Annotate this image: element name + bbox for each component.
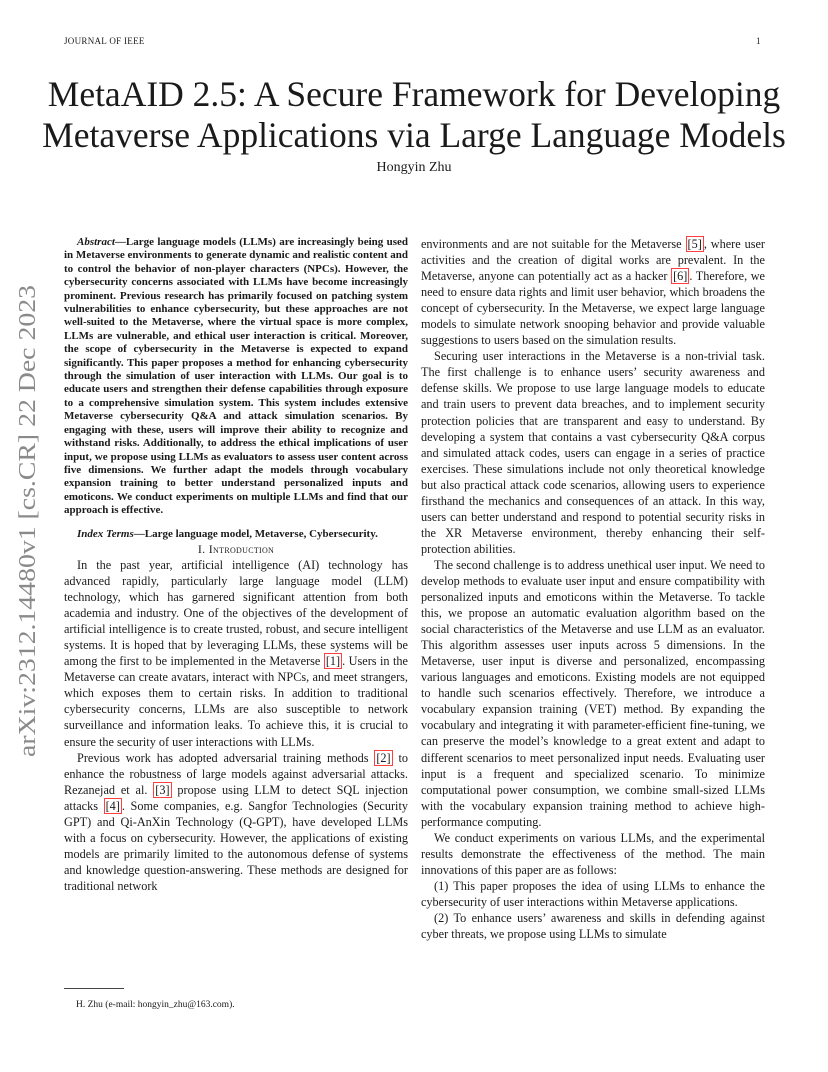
paragraph-text: , where user activities and the creation of digital works are prevalent. In the Metaverse, anyone can potentially act as a hacker <box>421 237 765 284</box>
paper-title: MetaAID 2.5: A Secure Framework for Developing Metaverse Applications via Large Language Models <box>42 74 786 155</box>
paragraph: Securing user interactions in the Metaverse is a non-trivial task. The first challenge is to enhance users’ security awareness and defense skills. We propose to use large language models to educate and train users to prevent data breaches, and to implement security protection policies that are transparent and easy to understand. By developing a system that contains a vast cybersecurity Q&A corpus and simulated attack codes, users can engage in a series of practice exercises. These simulations include not only theoretical knowledge but also practical attack code scenarios, allowing users to experience firsthand the mechanics and consequences of an attack. In this way, users can better understand and respond to potential security risks in the XR Metaverse environment, thereby enhancing their self-protection abilities. <box>421 349 765 556</box>
journal-header: JOURNAL OF IEEE <box>64 36 145 46</box>
footnote: H. Zhu (e-mail: hongyin_zhu@163.com). <box>76 1000 235 1010</box>
abstract-lead: Abstract <box>77 236 115 248</box>
paragraph: (1) This paper proposes the idea of using LLMs to enhance the cybersecurity of user interactions within Metaverse applications. <box>421 878 765 909</box>
paragraph-text: In the past year, artificial intelligence (AI) technology has advanced rapidly, particularly large language model (LLM) technology, which has garnered significant attention from both academia and industry. One of the objectives of the development of artificial intelligence is to create trusted, robust, and secure intelligent systems. It is hoped that by leveraging LLMs, these systems will be among the first to be implemented in the Metaverse <box>64 557 408 669</box>
citation-link[interactable]: [2] <box>376 750 391 765</box>
right-column <box>421 236 765 942</box>
paragraph-text: . Some companies, e.g. Sangfor Technologies (Security GPT) and Qi-AnXin Technology (Q-GPT), have developed LLMs with a focus on cybersecurity. However, the applications of existing models are primarily limited to the autonomous defense of systems and knowledge question-answering. These methods are designed for traditional network <box>64 798 408 893</box>
paragraph-text: propose using LLM to detect SQL injection attacks <box>64 782 408 813</box>
index-terms <box>64 528 408 541</box>
page-number: 1 <box>756 36 761 46</box>
index-terms-lead: Index Terms <box>77 527 134 540</box>
paragraph-text: to enhance the robustness of large models against adversarial attacks. Rezanejad et al. <box>64 750 408 797</box>
paragraph-text: Previous work has adopted adversarial training methods <box>77 750 375 765</box>
section-title: Introduction <box>208 541 275 556</box>
author-name: Hongyin Zhu <box>376 160 452 175</box>
paragraph-text: environments and are not suitable for the Metaverse <box>421 237 686 251</box>
abstract-text: —Large language models (LLMs) are increasingly being used in Metaverse environments to generate dynamic and realistic content and to control the behavior of non-player characters (NPCs). However, the cybersecurity concerns associated with LLMs have become increasingly prominent. Previous research has primarily focused on patching system vulnerabilities to enhance cybersecurity, but these approaches are not well-suited to the Metaverse, where the virtual space is more complex, LLMs are vulnerable, and ethical user interaction is critical. Moreover, the scope of cybersecurity in the Metaverse is expected to expand significantly. This paper proposes a method for enhancing cybersecurity through the simulation of user interaction with LLMs. Our goal is to educate users and strengthen their defense capabilities through exposure to a comprehensive simulation system. This system includes extensive Metaverse cybersecurity Q&A and attack simulation scenarios. By engaging with these, users will improve their ability to recognize and withstand risks. Additionally, to address the ethical implications of user input, we propose using LLMs as evaluators to assess user content across five dimensions. We further adapt the models through vocabulary expansion training to better understand personalized inputs and emoticons. We conduct experiments on multiple LLMs and find that our approach is effective. <box>64 236 408 517</box>
section-heading-introduction <box>64 541 408 557</box>
citation-link[interactable]: [5] <box>687 237 702 251</box>
paragraph: We conduct experiments on various LLMs, and the experimental results demonstrate the effectiveness of the method. The main innovations of this paper are as follows: <box>421 830 765 877</box>
paragraph-text: . Users in the Metaverse can create avatars, interact with NPCs, and meet strangers, which exposes them to certain risks. In addition to traditional cybersecurity concerns, LLMs are also susceptible to network surveillance and information leaks. To achieve this, it is crucial to ensure the security of user interactions with LLMs. <box>64 654 408 749</box>
paragraph <box>64 750 408 894</box>
arxiv-stamp <box>8 285 44 757</box>
footnote-rule <box>64 988 124 989</box>
index-terms-text: —Large language model, Metaverse, Cybersecurity. <box>133 527 378 540</box>
paragraph <box>421 236 765 348</box>
citation-link[interactable]: [1] <box>325 654 341 669</box>
left-column <box>64 236 408 894</box>
paragraph: (2) To enhance users’ awareness and skills in defending against cyber threats, we propose using LLMs to simulate <box>421 910 765 942</box>
paragraph: The second challenge is to address unethical user input. We need to develop methods to evaluate user input and ensure compatibility with personalized inputs and emoticons within the Metaverse. To tackle this, we propose an automatic evaluation algorithm based on the social characteristics of the Metaverse and use LLM as an evaluator. This algorithm assesses user inputs across 5 dimensions. In the Metaverse, user input is diverse and personalized, encompassing various languages and emoticons. Existing models are not equipped to handle such scenarios effectively. Therefore, we introduce a vocabulary expansion training (VET) method. By expanding the vocabulary and integrating it with parameter-efficient fine-tuning, we can preserve the model’s knowledge to a great extent and adapt to different scenarios to meet personalized input needs. Evaluating user input is a frequent and specialized scenario. To minimize computational power consumption, we combine small-sized LLMs with the vocabulary expansion training method to achieve high-performance computing. <box>421 557 765 829</box>
paragraph-text: . Therefore, we need to ensure data rights and limit user behavior, which broadens the concept of cybersecurity. In the Metaverse, we expect large language models to simulate network snooping behavior and provide valuable suggestions to users based on the simulation results. <box>421 269 765 348</box>
section-numeral: I. <box>197 541 209 556</box>
paragraph <box>64 557 408 750</box>
citation-link[interactable]: [6] <box>673 269 688 284</box>
arxiv-stamp-text: arXiv:2312.14480v1 [cs.CR] 22 Dec 2023 <box>15 349 41 757</box>
citation-link[interactable]: [3] <box>155 782 170 797</box>
abstract <box>64 236 408 518</box>
citation-link[interactable]: [4] <box>105 798 120 813</box>
